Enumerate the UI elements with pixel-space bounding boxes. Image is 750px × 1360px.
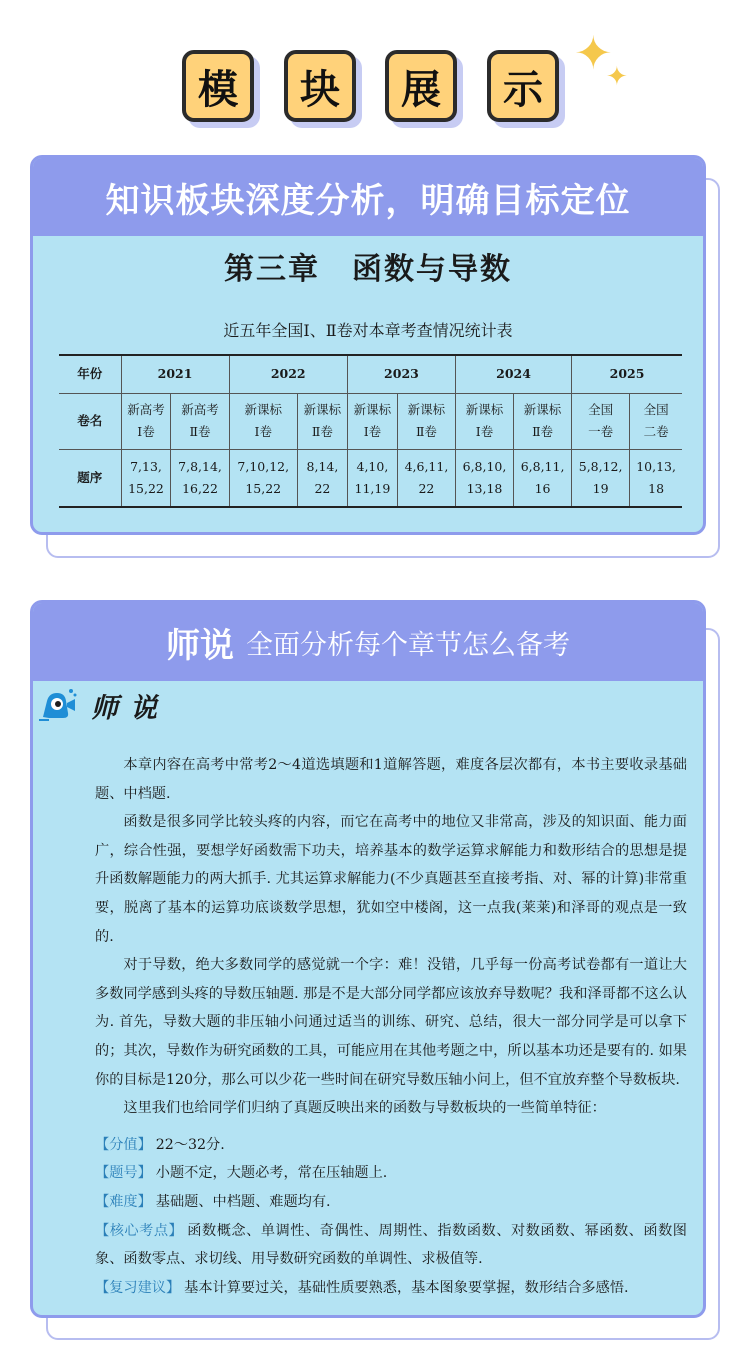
stats-table bbox=[59, 354, 682, 508]
row-label-paper: 卷名 bbox=[59, 393, 121, 449]
paper-cell: 新课标 Ⅰ卷 bbox=[455, 393, 513, 449]
tag-text: 小题不定，大题必考，常在压轴题上. bbox=[155, 1165, 388, 1182]
table-row-questions bbox=[59, 449, 682, 507]
tag-line bbox=[95, 1274, 687, 1303]
paper-cell: 新课标 Ⅱ卷 bbox=[297, 393, 347, 449]
card-header bbox=[33, 603, 703, 681]
question-cell: 8,14, 22 bbox=[297, 449, 347, 507]
paragraph: 对于导数，绝大多数同学的感觉就一个字：难！没错，几乎每一份高考试卷都有一道让大多数同学感到头疼的导数压轴题. 那是不是大部分同学都应该放弃导数呢？我和泽哥都不这么认为. 首先，导数大题的非压轴小问通过适当的训练、研究、总结，很大一部分同学是可以拿下的；其次，导数作为研究函数的工具，可能应用在其他考题之中，所以基本功还是要有的. 如果你的目标是120分，那么可以少花一些时间在研究导数压轴小问上，但不宜放弃整个导数板块. bbox=[95, 957, 687, 1088]
tag-text: 基础题、中档题、难题均有. bbox=[155, 1193, 331, 1210]
question-cell: 10,13, 18 bbox=[630, 449, 682, 507]
banner-tile: 示 bbox=[487, 50, 559, 122]
paper-cell: 全国 一卷 bbox=[572, 393, 630, 449]
banner-tile: 模 bbox=[182, 50, 254, 122]
row-label-year: 年份 bbox=[59, 355, 121, 393]
teacher-card bbox=[30, 600, 706, 1318]
question-cell: 7,13, 15,22 bbox=[121, 449, 171, 507]
banner-tile: 展 bbox=[385, 50, 457, 122]
banner-tiles bbox=[182, 50, 562, 126]
question-cell: 5,8,12, 19 bbox=[572, 449, 630, 507]
year-cell: 2024 bbox=[455, 355, 571, 393]
chapter-title: 第三章 函数与导数 bbox=[224, 252, 512, 287]
tag-line bbox=[95, 1159, 687, 1188]
paper-cell: 新课标 Ⅰ卷 bbox=[347, 393, 397, 449]
tag-text: 22～32分. bbox=[155, 1136, 225, 1153]
paper-cell: 新课标 Ⅰ卷 bbox=[229, 393, 297, 449]
year-cell: 2022 bbox=[229, 355, 347, 393]
header-strong: 师说 bbox=[166, 625, 234, 666]
question-cell: 7,8,14, 16,22 bbox=[171, 449, 229, 507]
section-label: 师说 bbox=[91, 692, 169, 724]
year-cell: 2025 bbox=[572, 355, 682, 393]
paragraph: 函数是很多同学比较头疼的内容，而它在高考中的地位又非常高，涉及的知识面、能力面广，综合性强，要想学好函数需下功夫，培养基本的数学运算求解能力和数形结合的思想是提升函数解题能力的两大抓手. 尤其运算求解能力(不少真题甚至直接考指、对、幂的计算)非常重要，脱离了基本的运算功底谈数学思想，犹如空中楼阁，这一点我(莱莱)和泽哥的观点是一致的. bbox=[95, 814, 687, 945]
question-cell: 7,10,12, 15,22 bbox=[229, 449, 297, 507]
table-title: 近五年全国Ⅰ、Ⅱ卷对本章考查情况统计表 bbox=[223, 321, 513, 340]
paper-cell: 新课标 Ⅱ卷 bbox=[514, 393, 572, 449]
body-text bbox=[95, 751, 687, 1302]
tag-label: 【复习建议】 bbox=[95, 1279, 181, 1296]
table-row-paper bbox=[59, 393, 682, 449]
mascot-icon bbox=[37, 687, 77, 723]
banner-tile: 块 bbox=[284, 50, 356, 122]
row-label-questions: 题序 bbox=[59, 449, 121, 507]
paper-cell: 新课标 Ⅱ卷 bbox=[397, 393, 455, 449]
tag-line bbox=[95, 1217, 687, 1274]
year-cell: 2023 bbox=[347, 355, 455, 393]
analysis-card bbox=[30, 155, 706, 535]
tag-label: 【核心考点】 bbox=[95, 1222, 184, 1239]
sparkle-icon: ✦ bbox=[574, 26, 613, 80]
sparkle-icon: ✦ bbox=[606, 62, 628, 92]
tag-text: 基本计算要过关，基础性质要熟悉，基本图象要掌握，数形结合多感悟. bbox=[184, 1279, 629, 1296]
tag-label: 【题号】 bbox=[95, 1165, 152, 1182]
paragraph: 本章内容在高考中常考2～4道选填题和1道解答题，难度各层次都有，本书主要收录基础题、中档题. bbox=[95, 757, 687, 802]
question-cell: 6,8,10, 13,18 bbox=[455, 449, 513, 507]
question-cell: 6,8,11, 16 bbox=[514, 449, 572, 507]
table-row-year bbox=[59, 355, 682, 393]
year-cell: 2021 bbox=[121, 355, 229, 393]
paragraph: 这里我们也给同学们归纳了真题反映出来的函数与导数板块的一些简单特征： bbox=[123, 1100, 606, 1117]
paper-cell: 新高考 Ⅱ卷 bbox=[171, 393, 229, 449]
question-cell: 4,10, 11,19 bbox=[347, 449, 397, 507]
tag-label: 【难度】 bbox=[95, 1193, 152, 1210]
section-heading bbox=[37, 685, 169, 725]
tag-label: 【分值】 bbox=[95, 1136, 152, 1153]
header-subtitle: 全面分析每个章节怎么备考 bbox=[246, 629, 570, 661]
question-cell: 4,6,11, 22 bbox=[397, 449, 455, 507]
paper-cell: 新高考 Ⅰ卷 bbox=[121, 393, 171, 449]
tag-line bbox=[95, 1188, 687, 1217]
tag-text: 函数概念、单调性、奇偶性、周期性、指数函数、对数函数、幂函数、函数图象、函数零点、求切线、用导数研究函数的单调性、求极值等. bbox=[95, 1222, 687, 1268]
card-header: 知识板块深度分析，明确目标定位 bbox=[33, 158, 703, 236]
paper-cell: 全国 二卷 bbox=[630, 393, 682, 449]
tag-line bbox=[95, 1131, 687, 1160]
